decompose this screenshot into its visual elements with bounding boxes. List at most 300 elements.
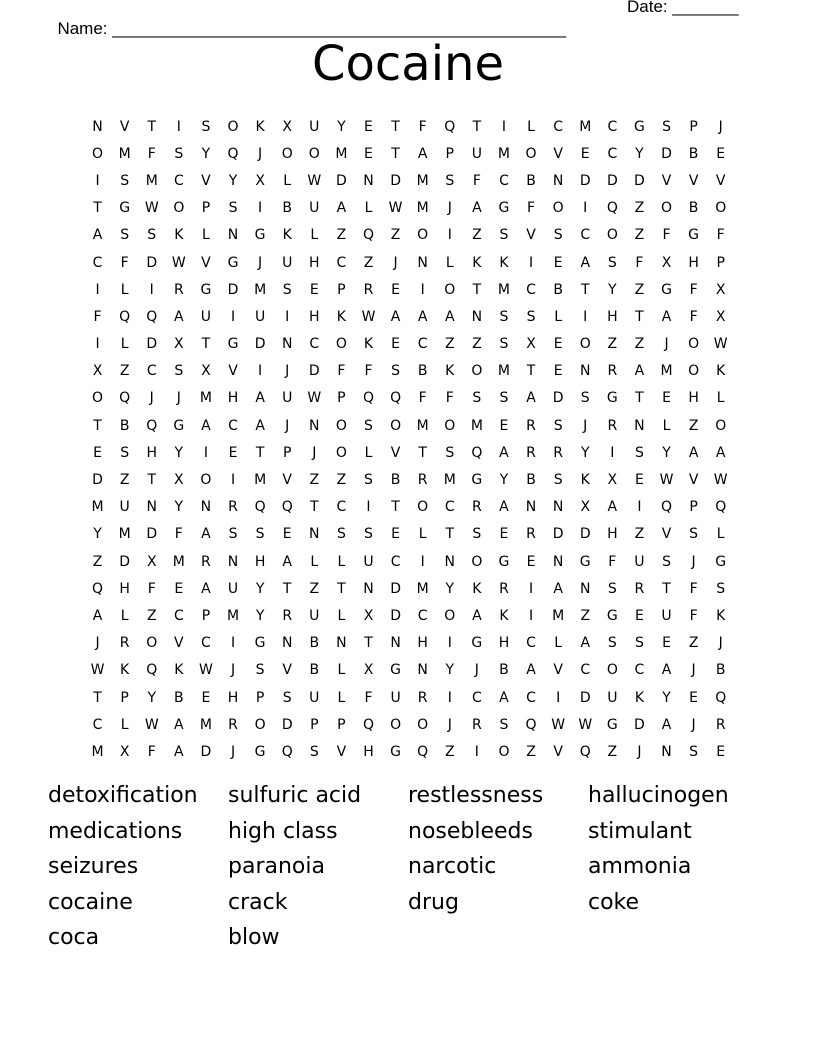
grid-letter: A (417, 308, 428, 325)
grid-letter: M (226, 607, 240, 624)
grid-letter: M (497, 281, 510, 298)
grid-letter: A (255, 390, 265, 407)
grid-letter: L (364, 200, 373, 217)
grid-letter: U (309, 607, 320, 624)
grid-letter: B (309, 635, 320, 652)
grid-letter: W (144, 200, 159, 217)
grid-letter: C (607, 118, 618, 135)
grid-letter: Z (92, 553, 103, 570)
grid-letter: O (525, 145, 537, 162)
grid-letter: O (335, 417, 347, 434)
grid-letter: C (444, 499, 455, 516)
grid-letter: N (281, 336, 293, 353)
grid-letter: C (580, 662, 591, 679)
grid-letter: D (119, 553, 131, 570)
grid-letter: Q (362, 716, 374, 733)
grid-letter: O (281, 145, 293, 162)
grid-letter: Q (119, 390, 131, 407)
grid-letter: Q (254, 499, 266, 516)
grid-letter: Z (309, 472, 320, 489)
grid-letter: J (583, 417, 588, 434)
grid-letter: I (258, 363, 263, 380)
grid-letter: Y (147, 689, 157, 706)
grid-letter: E (228, 444, 238, 461)
grid-letter: S (499, 308, 509, 325)
word-bank-item: crack (228, 889, 288, 915)
grid-letter: A (499, 444, 509, 461)
grid-letter: K (445, 363, 455, 380)
grid-letter: Z (472, 227, 482, 244)
grid-letter: T (472, 281, 482, 298)
grid-letter: B (119, 417, 130, 434)
grid-letter: S (553, 417, 563, 434)
grid-letter: R (471, 499, 482, 516)
grid-letter: B (688, 145, 699, 162)
grid-letter: S (364, 472, 373, 489)
grid-letter: O (390, 417, 402, 434)
grid-letter: T (147, 472, 157, 489)
grid-letter: K (472, 580, 482, 597)
grid-letter: K (282, 227, 292, 244)
grid-letter: I (95, 172, 100, 189)
grid-letter: F (689, 281, 698, 298)
grid-letter: A (526, 390, 536, 407)
grid-letter: Q (146, 417, 158, 434)
grid-letter: X (201, 363, 211, 380)
grid-letter: X (715, 308, 726, 325)
grid-letter: U (254, 308, 266, 325)
grid-letter: D (661, 145, 672, 162)
grid-letter: T (662, 580, 671, 597)
word-bank-item: cocaine (48, 889, 133, 915)
grid-letter: Z (119, 363, 130, 380)
grid-letter: A (201, 580, 211, 597)
grid-letter: N (227, 227, 239, 244)
grid-letter: O (444, 281, 456, 298)
grid-letter: Y (662, 689, 671, 706)
grid-letter: D (579, 689, 591, 706)
grid-letter: Y (174, 499, 184, 516)
grid-letter: X (661, 254, 672, 271)
grid-letter: C (417, 607, 428, 624)
grid-letter: C (553, 118, 564, 135)
grid-letter: Y (201, 145, 211, 162)
grid-letter: P (689, 118, 698, 135)
grid-letter: H (227, 390, 239, 407)
grid-letter: D (390, 172, 401, 189)
grid-letter: F (608, 553, 617, 570)
grid-letter: F (364, 689, 373, 706)
grid-letter: A (526, 662, 536, 679)
grid-letter: V (661, 526, 672, 543)
grid-letter: S (120, 172, 130, 189)
grid-letter: W (144, 716, 159, 733)
grid-letter: D (200, 743, 212, 760)
grid-letter: L (310, 227, 319, 244)
grid-letter: S (309, 743, 319, 760)
grid-letter: L (662, 417, 671, 434)
grid-letter: X (363, 607, 374, 624)
grid-letter: O (200, 472, 212, 489)
grid-letter: E (499, 526, 509, 543)
grid-letter: F (337, 363, 346, 380)
grid-letter: Q (715, 689, 727, 706)
grid-letter: N (552, 499, 564, 516)
grid-letter: J (637, 743, 642, 760)
grid-letter: P (310, 716, 319, 733)
grid-letter: G (579, 553, 591, 570)
grid-letter: Q (362, 227, 374, 244)
grid-letter: T (580, 281, 590, 298)
grid-letter: D (281, 716, 293, 733)
grid-letter: C (336, 499, 347, 516)
grid-letter: G (254, 743, 266, 760)
grid-letter: Y (635, 145, 644, 162)
grid-letter: D (336, 172, 347, 189)
grid-letter: E (391, 281, 400, 298)
grid-letter: V (336, 743, 347, 760)
grid-letter: G (471, 635, 483, 652)
grid-letter: S (526, 308, 536, 325)
grid-letter: H (607, 308, 618, 325)
grid-letter: M (254, 472, 267, 489)
grid-letter: Y (255, 607, 265, 624)
grid-letter: X (282, 118, 292, 135)
grid-letter: J (230, 743, 236, 760)
grid-letter: M (497, 145, 510, 162)
grid-letter: L (554, 308, 563, 325)
grid-letter: E (689, 689, 699, 706)
grid-letter: O (146, 635, 158, 652)
grid-letter: X (715, 281, 726, 298)
grid-letter: O (254, 716, 266, 733)
grid-letter: Q (525, 716, 537, 733)
grid-letter: C (499, 172, 509, 189)
grid-letter: L (337, 662, 346, 679)
grid-letter: R (119, 635, 130, 652)
grid-letter: D (92, 472, 103, 489)
grid-letter: L (337, 689, 346, 706)
grid-letter: O (92, 390, 104, 407)
grid-letter: P (120, 689, 129, 706)
grid-letter: K (472, 254, 482, 271)
grid-letter: E (553, 336, 563, 353)
grid-letter: I (230, 472, 236, 489)
grid-letter: M (172, 553, 185, 570)
grid-letter: F (635, 254, 644, 271)
grid-letter: X (580, 499, 591, 516)
grid-letter: V (553, 145, 563, 162)
grid-letter: N (336, 635, 347, 652)
grid-letter: E (201, 689, 211, 706)
grid-letter: S (662, 118, 671, 135)
grid-letter: A (499, 689, 509, 706)
grid-letter: T (391, 118, 400, 135)
grid-letter: D (254, 336, 266, 353)
grid-letter: C (417, 336, 428, 353)
grid-letter: A (580, 254, 591, 271)
grid-letter: Z (634, 526, 645, 543)
grid-letter: D (390, 580, 401, 597)
grid-letter: J (312, 444, 317, 461)
grid-letter: C (526, 689, 536, 706)
grid-letter: B (417, 363, 428, 380)
grid-letter: I (95, 281, 100, 298)
grid-letter: R (201, 553, 211, 570)
grid-letter: Z (634, 281, 645, 298)
word-bank-item: seizures (48, 854, 139, 880)
grid-letter: G (200, 281, 212, 298)
grid-letter: J (230, 662, 236, 679)
grid-letter: F (472, 172, 481, 189)
grid-letter: S (607, 580, 617, 597)
grid-letter: S (580, 390, 590, 407)
grid-letter: J (718, 118, 723, 135)
grid-letter: N (417, 662, 428, 679)
grid-letter: O (579, 336, 591, 353)
grid-letter: O (552, 200, 564, 217)
grid-letter: J (664, 336, 669, 353)
grid-letter: L (283, 172, 292, 189)
grid-letter: W (307, 172, 322, 189)
grid-letter: E (553, 254, 563, 271)
grid-letter: Q (715, 499, 727, 516)
grid-letter: N (552, 553, 564, 570)
grid-letter: I (447, 227, 452, 244)
grid-letter: D (579, 172, 591, 189)
grid-letter: N (363, 580, 374, 597)
grid-letter: O (606, 662, 618, 679)
grid-letter: F (147, 580, 156, 597)
grid-letter: R (282, 607, 293, 624)
grid-letter: G (606, 716, 618, 733)
grid-letter: A (472, 607, 482, 624)
grid-letter: R (634, 580, 645, 597)
grid-letter: T (93, 689, 102, 706)
grid-letter: M (254, 281, 267, 298)
grid-letter: U (634, 553, 645, 570)
grid-letter: S (391, 363, 401, 380)
grid-letter: D (552, 526, 564, 543)
word-bank-item: paranoia (228, 854, 325, 880)
word-bank-item: detoxification (48, 783, 198, 808)
grid-letter: G (390, 662, 401, 679)
grid-letter: I (203, 444, 208, 461)
grid-letter: T (201, 336, 211, 353)
grid-letter: A (580, 635, 591, 652)
grid-letter: G (254, 635, 266, 652)
grid-letter: J (447, 716, 452, 733)
grid-letter: V (119, 118, 130, 135)
grid-letter: S (553, 227, 563, 244)
grid-letter: I (556, 689, 561, 706)
grid-letter: R (228, 499, 238, 516)
grid-letter: M (416, 580, 429, 597)
grid-letter: P (337, 716, 346, 733)
grid-letter: S (499, 227, 509, 244)
grid-letter: L (120, 336, 129, 353)
grid-letter: A (715, 444, 726, 461)
grid-letter: L (418, 526, 427, 543)
grid-letter: R (526, 526, 536, 543)
grid-letter: S (662, 553, 671, 570)
grid-letter: J (691, 662, 696, 679)
grid-letter: K (174, 662, 184, 679)
grid-letter: W (90, 662, 105, 679)
grid-letter: I (583, 308, 588, 325)
name-field: Name: ________________________________________________ (57, 19, 567, 38)
grid-letter: G (390, 743, 401, 760)
grid-letter: O (688, 336, 700, 353)
grid-letter: C (390, 553, 401, 570)
grid-letter: Z (688, 417, 699, 434)
grid-letter: M (416, 417, 429, 434)
grid-letter: S (445, 444, 455, 461)
grid-letter: A (607, 499, 618, 516)
grid-letter: A (255, 417, 265, 434)
grid-letter: D (579, 526, 591, 543)
grid-letter: M (552, 607, 565, 624)
grid-letter: I (447, 689, 452, 706)
grid-letter: N (390, 635, 401, 652)
grid-letter: O (688, 363, 700, 380)
grid-letter: F (120, 254, 129, 271)
grid-letter: M (118, 526, 131, 543)
grid-letter: A (688, 444, 699, 461)
grid-letter: V (390, 444, 401, 461)
grid-letter: O (417, 499, 429, 516)
word-bank-item: coke (588, 889, 640, 915)
grid-letter: P (445, 145, 454, 162)
grid-letter: S (634, 444, 644, 461)
grid-letter: T (282, 580, 292, 597)
grid-letter: S (255, 526, 265, 543)
grid-letter: J (149, 390, 154, 407)
grid-letter: E (526, 553, 536, 570)
grid-letter: G (498, 553, 510, 570)
grid-letter: R (526, 417, 536, 434)
grid-letter: V (688, 172, 699, 189)
grid-letter: A (634, 363, 645, 380)
grid-letter: V (282, 662, 292, 679)
grid-letter: T (337, 580, 346, 597)
grid-letter: Q (281, 499, 293, 516)
grid-letter: U (227, 580, 239, 597)
grid-letter: U (282, 254, 293, 271)
grid-letter: U (309, 689, 320, 706)
grid-letter: S (607, 254, 617, 271)
grid-letter: N (661, 743, 672, 760)
grid-letter: O (417, 227, 429, 244)
grid-letter: H (227, 689, 239, 706)
grid-letter: J (95, 635, 100, 652)
grid-letter: X (363, 662, 374, 679)
grid-letter: Y (608, 281, 617, 298)
grid-letter: Y (580, 444, 590, 461)
grid-letter: S (499, 390, 509, 407)
grid-letter: S (336, 526, 346, 543)
grid-letter: N (634, 417, 645, 434)
grid-letter: F (418, 118, 427, 135)
grid-letter: X (526, 336, 536, 353)
grid-letter: S (634, 635, 644, 652)
grid-letter: B (715, 662, 726, 679)
grid-letter: N (281, 635, 293, 652)
grid-letter: L (337, 607, 346, 624)
grid-letter: C (173, 607, 184, 624)
word-bank-item: drug (408, 889, 459, 915)
word-bank-item: nosebleeds (408, 818, 533, 844)
grid-letter: Y (499, 472, 509, 489)
grid-letter: E (716, 743, 726, 760)
grid-letter: E (364, 145, 373, 162)
grid-letter: Q (362, 390, 374, 407)
grid-letter: P (255, 689, 265, 706)
grid-letter: P (337, 390, 346, 407)
grid-letter: F (662, 227, 671, 244)
grid-letter: E (553, 363, 563, 380)
grid-letter: O (335, 444, 347, 461)
grid-letter: Z (363, 254, 374, 271)
grid-letter: M (199, 390, 212, 407)
grid-letter: R (363, 281, 374, 298)
page-title: Cocaine (312, 36, 504, 92)
grid-letter: E (364, 118, 373, 135)
grid-letter: L (120, 281, 129, 298)
grid-letter: O (606, 227, 618, 244)
grid-letter: Q (227, 145, 239, 162)
grid-letter: T (391, 499, 400, 516)
grid-letter: Y (174, 444, 184, 461)
grid-letter: C (92, 254, 103, 271)
grid-letter: F (716, 227, 725, 244)
grid-letter: N (309, 417, 320, 434)
grid-letter: C (201, 635, 211, 652)
grid-letter: A (499, 499, 509, 516)
grid-letter: L (202, 227, 210, 244)
grid-letter: A (336, 200, 347, 217)
grid-letter: U (471, 145, 482, 162)
grid-letter: O (661, 200, 673, 217)
grid-letter: I (637, 499, 642, 516)
grid-letter: H (309, 254, 320, 271)
grid-letter: Z (580, 607, 591, 624)
grid-letter: A (553, 580, 563, 597)
grid-letter: V (201, 254, 211, 271)
grid-letter: F (147, 743, 156, 760)
grid-letter: L (120, 716, 129, 733)
grid-letter: N (579, 580, 591, 597)
grid-letter: S (120, 444, 130, 461)
grid-letter: K (363, 336, 374, 353)
grid-letter: B (688, 200, 699, 217)
grid-letter: C (526, 635, 536, 652)
grid-letter: I (528, 580, 534, 597)
word-bank-item: high class (228, 818, 338, 844)
grid-letter: L (364, 444, 373, 461)
grid-letter: B (526, 172, 536, 189)
grid-letter: V (282, 472, 292, 489)
grid-letter: N (146, 499, 157, 516)
grid-letter: O (715, 417, 727, 434)
grid-letter: H (688, 390, 699, 407)
grid-letter: P (282, 444, 292, 461)
grid-letter: F (445, 390, 454, 407)
grid-letter: M (118, 145, 131, 162)
grid-letter: L (716, 390, 725, 407)
grid-letter: G (227, 336, 239, 353)
grid-letter: R (607, 363, 618, 380)
